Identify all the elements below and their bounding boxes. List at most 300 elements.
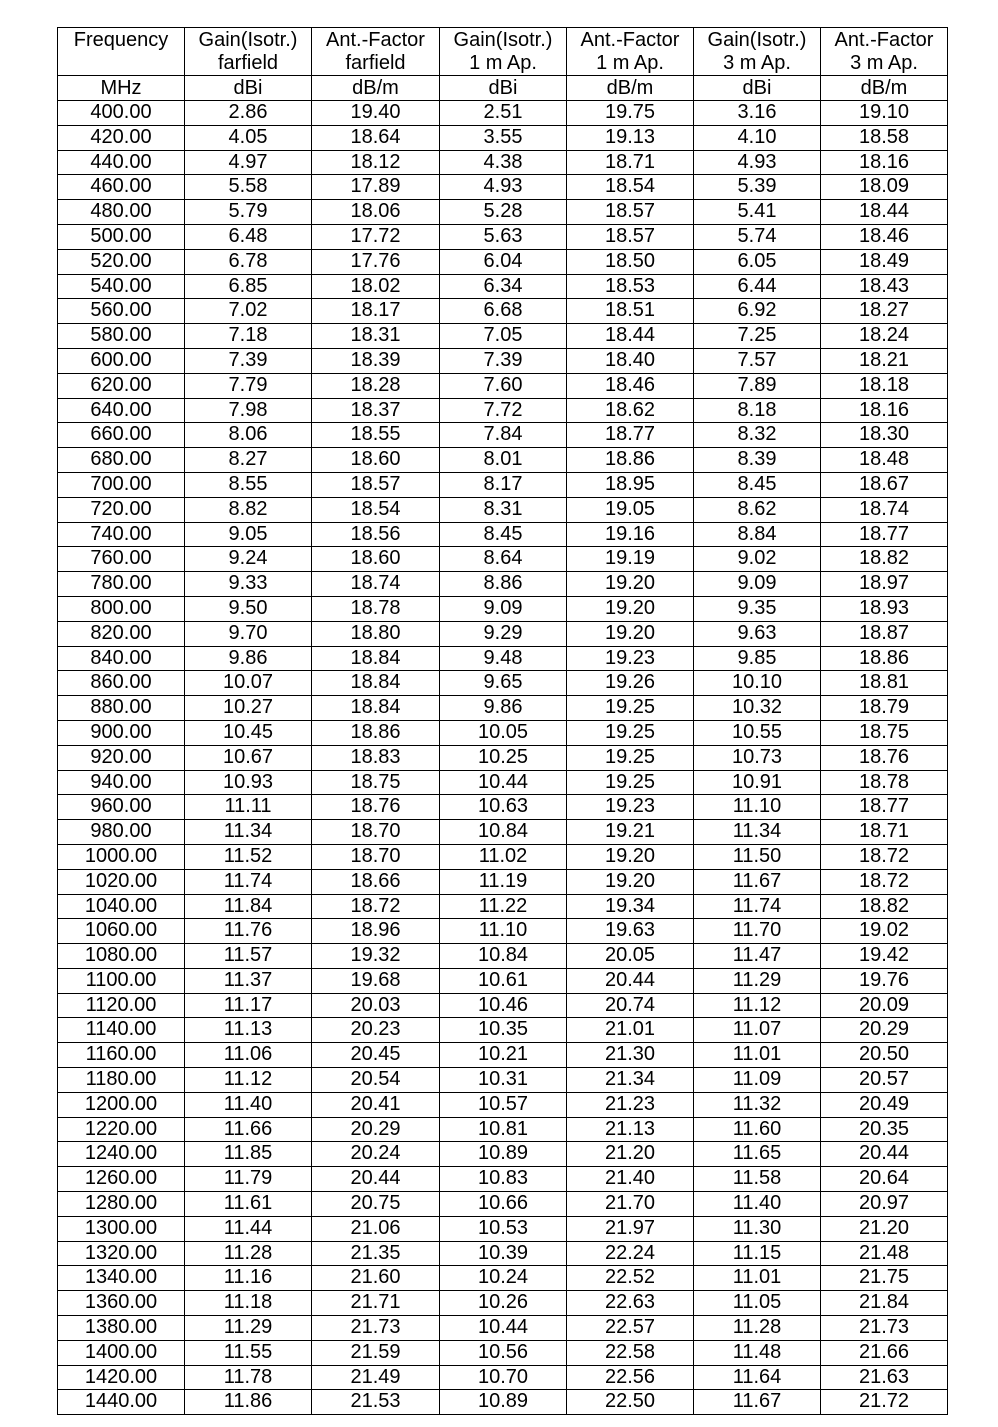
- cell-gain-1m: 11.10: [440, 919, 567, 944]
- cell-gain-1m: 11.22: [440, 894, 567, 919]
- cell-antfactor-3m: 18.74: [821, 497, 948, 522]
- cell-gain-3m: 9.09: [694, 572, 821, 597]
- cell-antfactor-3m: 19.42: [821, 944, 948, 969]
- table-row: [58, 1340, 948, 1365]
- cell-frequency: 400.00: [58, 101, 185, 126]
- cell-gain-3m: 9.35: [694, 596, 821, 621]
- cell-antfactor-1m: 19.25: [567, 770, 694, 795]
- table-row: [58, 175, 948, 200]
- cell-gain-farfield: 9.50: [185, 596, 312, 621]
- cell-gain-1m: 9.29: [440, 621, 567, 646]
- cell-gain-farfield: 11.34: [185, 820, 312, 845]
- cell-antfactor-farfield: 21.71: [312, 1291, 440, 1316]
- cell-gain-farfield: 11.52: [185, 844, 312, 869]
- cell-gain-farfield: 11.13: [185, 1018, 312, 1043]
- cell-antfactor-farfield: 20.75: [312, 1192, 440, 1217]
- cell-antfactor-farfield: 20.41: [312, 1092, 440, 1117]
- column-subheader-gain-1m: 1 m Ap.: [440, 52, 567, 76]
- cell-antfactor-3m: 21.75: [821, 1266, 948, 1291]
- cell-antfactor-1m: 21.40: [567, 1167, 694, 1192]
- cell-antfactor-farfield: 18.86: [312, 720, 440, 745]
- cell-gain-3m: 11.34: [694, 820, 821, 845]
- cell-gain-farfield: 11.18: [185, 1291, 312, 1316]
- cell-antfactor-1m: 19.23: [567, 646, 694, 671]
- cell-antfactor-3m: 18.09: [821, 175, 948, 200]
- cell-antfactor-3m: 18.30: [821, 423, 948, 448]
- cell-frequency: 680.00: [58, 448, 185, 473]
- table-body: [58, 101, 948, 1415]
- cell-frequency: 920.00: [58, 745, 185, 770]
- cell-antfactor-3m: 20.29: [821, 1018, 948, 1043]
- cell-gain-3m: 11.01: [694, 1043, 821, 1068]
- cell-frequency: 900.00: [58, 720, 185, 745]
- table-row: [58, 1068, 948, 1093]
- cell-antfactor-1m: 19.25: [567, 696, 694, 721]
- cell-gain-3m: 11.48: [694, 1340, 821, 1365]
- cell-gain-1m: 10.53: [440, 1216, 567, 1241]
- cell-antfactor-1m: 19.20: [567, 596, 694, 621]
- column-unit-gain-farfield: dBi: [185, 76, 312, 101]
- cell-frequency: 760.00: [58, 547, 185, 572]
- cell-gain-3m: 11.64: [694, 1365, 821, 1390]
- cell-antfactor-3m: 19.76: [821, 968, 948, 993]
- cell-gain-1m: 10.39: [440, 1241, 567, 1266]
- cell-antfactor-3m: 18.16: [821, 398, 948, 423]
- table-row: [58, 472, 948, 497]
- cell-antfactor-3m: 20.09: [821, 993, 948, 1018]
- cell-gain-farfield: 10.93: [185, 770, 312, 795]
- cell-gain-1m: 10.66: [440, 1192, 567, 1217]
- cell-gain-1m: 4.93: [440, 175, 567, 200]
- cell-gain-farfield: 11.61: [185, 1192, 312, 1217]
- cell-antfactor-3m: 18.76: [821, 745, 948, 770]
- cell-antfactor-3m: 18.72: [821, 844, 948, 869]
- cell-frequency: 960.00: [58, 795, 185, 820]
- cell-antfactor-1m: 22.63: [567, 1291, 694, 1316]
- cell-frequency: 860.00: [58, 671, 185, 696]
- cell-gain-1m: 8.86: [440, 572, 567, 597]
- cell-frequency: 560.00: [58, 299, 185, 324]
- table-row: [58, 497, 948, 522]
- cell-gain-1m: 10.24: [440, 1266, 567, 1291]
- cell-antfactor-3m: 20.44: [821, 1142, 948, 1167]
- cell-gain-1m: 9.09: [440, 596, 567, 621]
- table-row: [58, 423, 948, 448]
- cell-antfactor-farfield: 18.12: [312, 150, 440, 175]
- cell-gain-3m: 11.74: [694, 894, 821, 919]
- table-row: [58, 646, 948, 671]
- table-row: [58, 200, 948, 225]
- cell-gain-farfield: 11.40: [185, 1092, 312, 1117]
- table-row: [58, 844, 948, 869]
- cell-antfactor-farfield: 21.73: [312, 1316, 440, 1341]
- cell-gain-farfield: 8.55: [185, 472, 312, 497]
- cell-antfactor-3m: 18.27: [821, 299, 948, 324]
- cell-antfactor-farfield: 18.74: [312, 572, 440, 597]
- column-unit-gain-1m: dBi: [440, 76, 567, 101]
- table-row: [58, 1216, 948, 1241]
- cell-frequency: 740.00: [58, 522, 185, 547]
- cell-gain-1m: 7.39: [440, 348, 567, 373]
- cell-frequency: 540.00: [58, 274, 185, 299]
- cell-gain-1m: 7.84: [440, 423, 567, 448]
- cell-gain-1m: 3.55: [440, 125, 567, 150]
- table-row: [58, 249, 948, 274]
- cell-antfactor-farfield: 20.54: [312, 1068, 440, 1093]
- cell-gain-1m: 10.44: [440, 1316, 567, 1341]
- cell-antfactor-1m: 19.20: [567, 869, 694, 894]
- cell-antfactor-farfield: 20.23: [312, 1018, 440, 1043]
- cell-antfactor-farfield: 21.06: [312, 1216, 440, 1241]
- cell-antfactor-1m: 21.01: [567, 1018, 694, 1043]
- cell-antfactor-farfield: 21.59: [312, 1340, 440, 1365]
- cell-antfactor-3m: 18.43: [821, 274, 948, 299]
- cell-gain-farfield: 6.85: [185, 274, 312, 299]
- cell-frequency: 1240.00: [58, 1142, 185, 1167]
- cell-frequency: 1100.00: [58, 968, 185, 993]
- cell-frequency: 1300.00: [58, 1216, 185, 1241]
- cell-gain-1m: 2.51: [440, 101, 567, 126]
- cell-frequency: 980.00: [58, 820, 185, 845]
- cell-gain-3m: 10.73: [694, 745, 821, 770]
- cell-frequency: 1060.00: [58, 919, 185, 944]
- cell-antfactor-farfield: 21.53: [312, 1390, 440, 1415]
- cell-gain-1m: 7.72: [440, 398, 567, 423]
- column-subheader-gain-farfield: farfield: [185, 52, 312, 76]
- cell-antfactor-farfield: 17.76: [312, 249, 440, 274]
- cell-frequency: 1000.00: [58, 844, 185, 869]
- cell-gain-farfield: 7.39: [185, 348, 312, 373]
- cell-antfactor-farfield: 17.89: [312, 175, 440, 200]
- cell-antfactor-farfield: 20.44: [312, 1167, 440, 1192]
- cell-gain-farfield: 11.79: [185, 1167, 312, 1192]
- cell-gain-1m: 10.70: [440, 1365, 567, 1390]
- column-subheader-antfactor-farfield: farfield: [312, 52, 440, 76]
- cell-frequency: 1120.00: [58, 993, 185, 1018]
- cell-antfactor-1m: 20.44: [567, 968, 694, 993]
- cell-gain-1m: 10.81: [440, 1117, 567, 1142]
- cell-gain-1m: 4.38: [440, 150, 567, 175]
- cell-antfactor-farfield: 19.68: [312, 968, 440, 993]
- cell-gain-3m: 11.70: [694, 919, 821, 944]
- cell-gain-3m: 10.91: [694, 770, 821, 795]
- cell-antfactor-1m: 18.62: [567, 398, 694, 423]
- cell-frequency: 720.00: [58, 497, 185, 522]
- table-row: [58, 596, 948, 621]
- cell-gain-1m: 5.28: [440, 200, 567, 225]
- cell-frequency: 1040.00: [58, 894, 185, 919]
- column-unit-antfactor-farfield: dB/m: [312, 76, 440, 101]
- table-row: [58, 1142, 948, 1167]
- cell-antfactor-farfield: 18.75: [312, 770, 440, 795]
- cell-antfactor-3m: 18.77: [821, 522, 948, 547]
- antenna-data-sheet: [57, 27, 947, 1415]
- cell-gain-3m: 10.55: [694, 720, 821, 745]
- cell-gain-3m: 4.93: [694, 150, 821, 175]
- cell-frequency: 1320.00: [58, 1241, 185, 1266]
- table-row: [58, 125, 948, 150]
- cell-antfactor-farfield: 18.76: [312, 795, 440, 820]
- cell-gain-3m: 8.32: [694, 423, 821, 448]
- cell-gain-farfield: 11.16: [185, 1266, 312, 1291]
- table-row: [58, 1117, 948, 1142]
- cell-gain-1m: 7.60: [440, 373, 567, 398]
- cell-antfactor-1m: 18.44: [567, 324, 694, 349]
- table-row: [58, 1291, 948, 1316]
- table-row: [58, 621, 948, 646]
- cell-gain-3m: 7.25: [694, 324, 821, 349]
- cell-frequency: 1400.00: [58, 1340, 185, 1365]
- cell-gain-farfield: 8.82: [185, 497, 312, 522]
- cell-antfactor-3m: 18.81: [821, 671, 948, 696]
- cell-antfactor-1m: 19.19: [567, 547, 694, 572]
- cell-gain-3m: 11.01: [694, 1266, 821, 1291]
- cell-antfactor-3m: 21.73: [821, 1316, 948, 1341]
- cell-antfactor-1m: 21.13: [567, 1117, 694, 1142]
- cell-antfactor-1m: 18.71: [567, 150, 694, 175]
- cell-gain-1m: 10.56: [440, 1340, 567, 1365]
- cell-frequency: 1160.00: [58, 1043, 185, 1068]
- cell-frequency: 880.00: [58, 696, 185, 721]
- cell-gain-farfield: 7.02: [185, 299, 312, 324]
- cell-antfactor-3m: 18.82: [821, 894, 948, 919]
- cell-antfactor-1m: 19.20: [567, 844, 694, 869]
- cell-antfactor-3m: 18.44: [821, 200, 948, 225]
- cell-antfactor-3m: 18.67: [821, 472, 948, 497]
- cell-antfactor-1m: 20.05: [567, 944, 694, 969]
- cell-antfactor-farfield: 19.40: [312, 101, 440, 126]
- cell-gain-farfield: 10.27: [185, 696, 312, 721]
- cell-gain-1m: 10.61: [440, 968, 567, 993]
- cell-gain-3m: 6.44: [694, 274, 821, 299]
- cell-antfactor-3m: 21.84: [821, 1291, 948, 1316]
- cell-gain-1m: 11.19: [440, 869, 567, 894]
- cell-antfactor-1m: 18.86: [567, 448, 694, 473]
- cell-frequency: 600.00: [58, 348, 185, 373]
- cell-gain-3m: 9.63: [694, 621, 821, 646]
- cell-gain-1m: 11.02: [440, 844, 567, 869]
- header-row-title: [58, 28, 948, 53]
- cell-antfactor-farfield: 18.70: [312, 844, 440, 869]
- cell-gain-3m: 7.89: [694, 373, 821, 398]
- header-row-subtitle: [58, 52, 948, 76]
- cell-antfactor-1m: 19.25: [567, 720, 694, 745]
- cell-gain-3m: 8.62: [694, 497, 821, 522]
- table-row: [58, 671, 948, 696]
- cell-gain-farfield: 8.27: [185, 448, 312, 473]
- cell-antfactor-1m: 19.13: [567, 125, 694, 150]
- cell-antfactor-1m: 18.57: [567, 224, 694, 249]
- cell-antfactor-1m: 18.95: [567, 472, 694, 497]
- cell-antfactor-farfield: 20.03: [312, 993, 440, 1018]
- cell-antfactor-3m: 18.46: [821, 224, 948, 249]
- cell-antfactor-farfield: 18.02: [312, 274, 440, 299]
- cell-gain-farfield: 6.48: [185, 224, 312, 249]
- cell-antfactor-farfield: 18.70: [312, 820, 440, 845]
- cell-gain-1m: 8.64: [440, 547, 567, 572]
- cell-frequency: 440.00: [58, 150, 185, 175]
- table-row: [58, 795, 948, 820]
- cell-gain-farfield: 10.07: [185, 671, 312, 696]
- cell-antfactor-1m: 22.58: [567, 1340, 694, 1365]
- cell-antfactor-farfield: 18.84: [312, 671, 440, 696]
- cell-antfactor-1m: 18.50: [567, 249, 694, 274]
- cell-antfactor-farfield: 18.78: [312, 596, 440, 621]
- cell-gain-3m: 5.39: [694, 175, 821, 200]
- cell-gain-farfield: 11.06: [185, 1043, 312, 1068]
- column-header-gain-3m: Gain(Isotr.): [694, 28, 821, 53]
- cell-frequency: 640.00: [58, 398, 185, 423]
- table-row: [58, 745, 948, 770]
- table-row: [58, 720, 948, 745]
- cell-gain-3m: 6.92: [694, 299, 821, 324]
- cell-antfactor-1m: 19.20: [567, 621, 694, 646]
- cell-gain-farfield: 4.05: [185, 125, 312, 150]
- cell-antfactor-1m: 20.74: [567, 993, 694, 1018]
- cell-frequency: 480.00: [58, 200, 185, 225]
- cell-antfactor-farfield: 21.49: [312, 1365, 440, 1390]
- cell-antfactor-1m: 19.21: [567, 820, 694, 845]
- cell-frequency: 1440.00: [58, 1390, 185, 1415]
- cell-antfactor-1m: 22.24: [567, 1241, 694, 1266]
- cell-antfactor-farfield: 18.37: [312, 398, 440, 423]
- table-row: [58, 1192, 948, 1217]
- cell-antfactor-1m: 21.97: [567, 1216, 694, 1241]
- cell-antfactor-3m: 18.77: [821, 795, 948, 820]
- cell-antfactor-farfield: 20.29: [312, 1117, 440, 1142]
- cell-antfactor-3m: 18.82: [821, 547, 948, 572]
- cell-antfactor-farfield: 18.54: [312, 497, 440, 522]
- cell-antfactor-1m: 22.50: [567, 1390, 694, 1415]
- cell-gain-3m: 11.50: [694, 844, 821, 869]
- cell-gain-1m: 6.34: [440, 274, 567, 299]
- cell-antfactor-1m: 18.40: [567, 348, 694, 373]
- cell-gain-3m: 8.45: [694, 472, 821, 497]
- cell-gain-3m: 11.05: [694, 1291, 821, 1316]
- cell-gain-1m: 10.25: [440, 745, 567, 770]
- cell-frequency: 800.00: [58, 596, 185, 621]
- cell-antfactor-3m: 20.49: [821, 1092, 948, 1117]
- cell-frequency: 1260.00: [58, 1167, 185, 1192]
- cell-frequency: 780.00: [58, 572, 185, 597]
- column-subheader-gain-3m: 3 m Ap.: [694, 52, 821, 76]
- column-unit-antfactor-1m: dB/m: [567, 76, 694, 101]
- table-row: [58, 968, 948, 993]
- cell-frequency: 940.00: [58, 770, 185, 795]
- cell-antfactor-3m: 18.49: [821, 249, 948, 274]
- column-header-antfactor-1m: Ant.-Factor: [567, 28, 694, 53]
- cell-antfactor-1m: 18.51: [567, 299, 694, 324]
- cell-gain-3m: 9.02: [694, 547, 821, 572]
- cell-gain-3m: 11.67: [694, 869, 821, 894]
- cell-gain-3m: 7.57: [694, 348, 821, 373]
- table-row: [58, 274, 948, 299]
- table-row: [58, 398, 948, 423]
- cell-gain-3m: 10.10: [694, 671, 821, 696]
- table-row: [58, 1316, 948, 1341]
- cell-antfactor-farfield: 18.83: [312, 745, 440, 770]
- cell-gain-1m: 10.35: [440, 1018, 567, 1043]
- column-unit-antfactor-3m: dB/m: [821, 76, 948, 101]
- cell-antfactor-farfield: 21.60: [312, 1266, 440, 1291]
- cell-gain-1m: 10.21: [440, 1043, 567, 1068]
- cell-antfactor-3m: 20.97: [821, 1192, 948, 1217]
- cell-antfactor-1m: 19.34: [567, 894, 694, 919]
- cell-gain-farfield: 4.97: [185, 150, 312, 175]
- cell-frequency: 620.00: [58, 373, 185, 398]
- cell-antfactor-farfield: 18.06: [312, 200, 440, 225]
- table-row: [58, 1018, 948, 1043]
- cell-frequency: 1080.00: [58, 944, 185, 969]
- column-unit-frequency: MHz: [58, 76, 185, 101]
- table-row: [58, 1241, 948, 1266]
- cell-antfactor-3m: 18.86: [821, 646, 948, 671]
- cell-gain-farfield: 9.86: [185, 646, 312, 671]
- cell-gain-1m: 9.48: [440, 646, 567, 671]
- table-row: [58, 373, 948, 398]
- cell-gain-1m: 10.84: [440, 944, 567, 969]
- cell-antfactor-farfield: 18.31: [312, 324, 440, 349]
- cell-antfactor-1m: 19.26: [567, 671, 694, 696]
- table-row: [58, 919, 948, 944]
- cell-gain-3m: 11.65: [694, 1142, 821, 1167]
- cell-antfactor-farfield: 18.66: [312, 869, 440, 894]
- cell-gain-1m: 10.63: [440, 795, 567, 820]
- cell-frequency: 520.00: [58, 249, 185, 274]
- table-row: [58, 101, 948, 126]
- table-row: [58, 224, 948, 249]
- cell-gain-1m: 10.57: [440, 1092, 567, 1117]
- cell-gain-1m: 10.89: [440, 1142, 567, 1167]
- cell-gain-farfield: 6.78: [185, 249, 312, 274]
- table-row: [58, 299, 948, 324]
- cell-gain-farfield: 9.33: [185, 572, 312, 597]
- cell-gain-farfield: 2.86: [185, 101, 312, 126]
- cell-frequency: 500.00: [58, 224, 185, 249]
- cell-gain-farfield: 11.86: [185, 1390, 312, 1415]
- table-row: [58, 1390, 948, 1415]
- cell-gain-1m: 9.65: [440, 671, 567, 696]
- cell-gain-1m: 10.26: [440, 1291, 567, 1316]
- cell-gain-3m: 8.39: [694, 448, 821, 473]
- cell-antfactor-1m: 19.20: [567, 572, 694, 597]
- cell-frequency: 700.00: [58, 472, 185, 497]
- cell-gain-3m: 11.60: [694, 1117, 821, 1142]
- cell-frequency: 1200.00: [58, 1092, 185, 1117]
- table-row: [58, 1092, 948, 1117]
- table-row: [58, 150, 948, 175]
- table-row: [58, 770, 948, 795]
- cell-antfactor-3m: 20.35: [821, 1117, 948, 1142]
- cell-gain-1m: 10.44: [440, 770, 567, 795]
- cell-antfactor-1m: 18.54: [567, 175, 694, 200]
- cell-antfactor-farfield: 20.24: [312, 1142, 440, 1167]
- cell-gain-3m: 10.32: [694, 696, 821, 721]
- cell-antfactor-farfield: 18.96: [312, 919, 440, 944]
- cell-gain-farfield: 11.12: [185, 1068, 312, 1093]
- cell-antfactor-3m: 20.57: [821, 1068, 948, 1093]
- cell-gain-3m: 8.84: [694, 522, 821, 547]
- antenna-factor-table: [57, 27, 948, 1415]
- cell-antfactor-3m: 18.97: [821, 572, 948, 597]
- cell-gain-farfield: 9.05: [185, 522, 312, 547]
- cell-antfactor-1m: 18.53: [567, 274, 694, 299]
- cell-gain-1m: 10.84: [440, 820, 567, 845]
- table-row: [58, 993, 948, 1018]
- cell-frequency: 580.00: [58, 324, 185, 349]
- header-row-units: [58, 76, 948, 101]
- table-row: [58, 1365, 948, 1390]
